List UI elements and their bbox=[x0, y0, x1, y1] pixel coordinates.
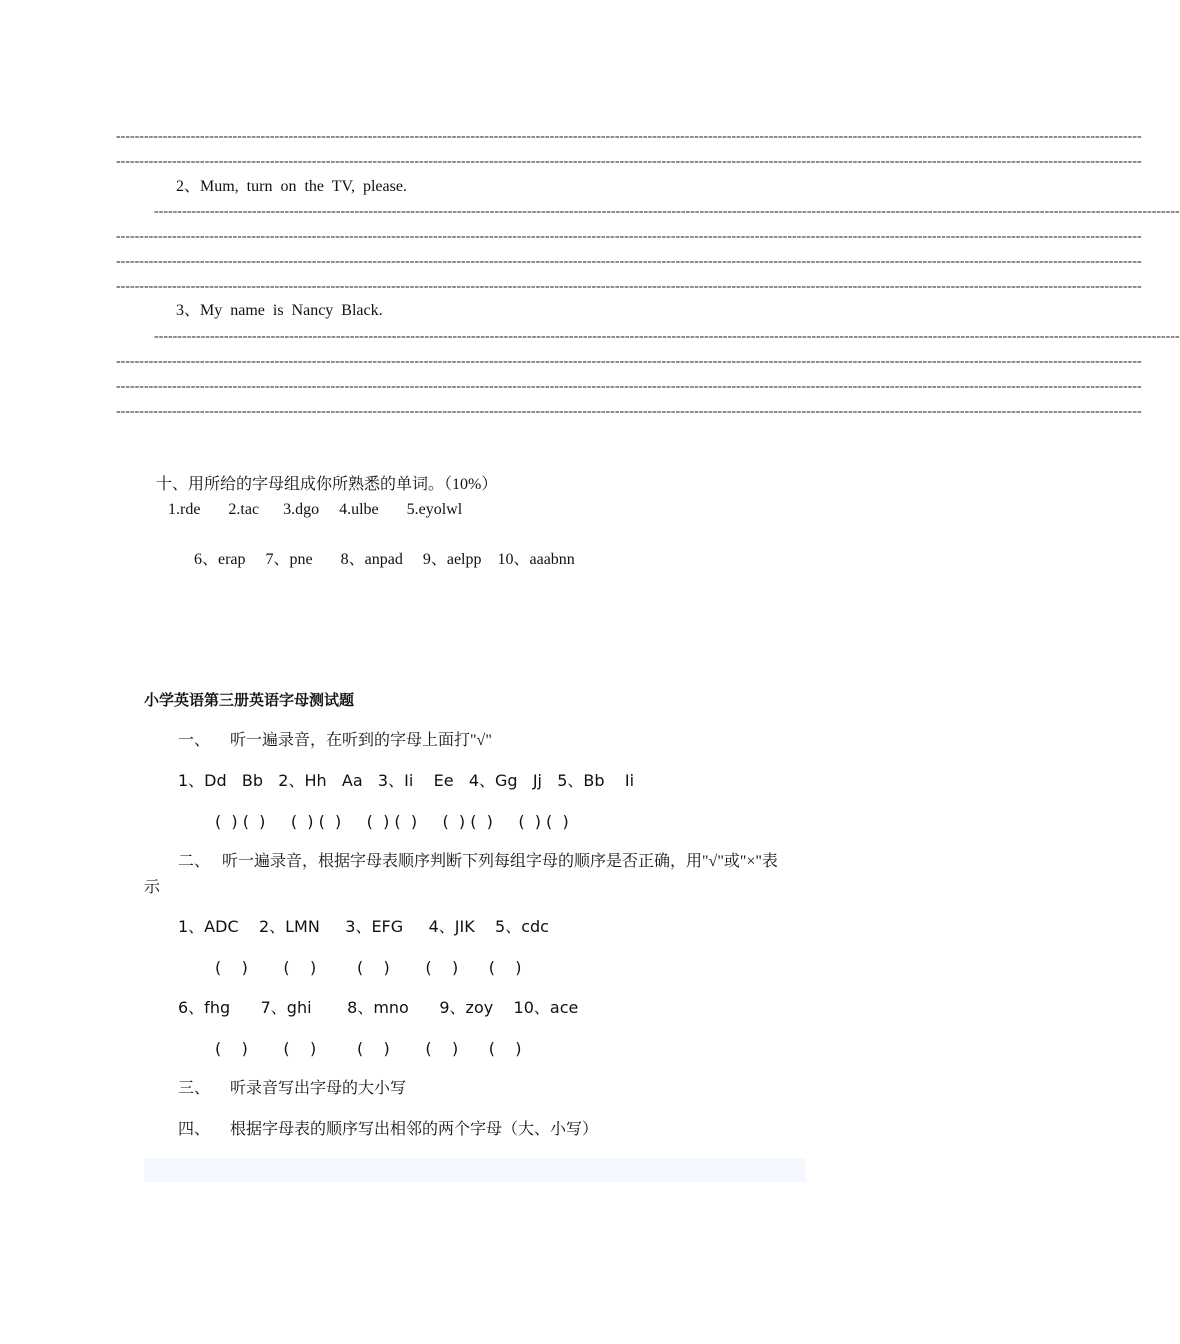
word-puzzle-row-2: 6、erap 7、pne 8、anpad 9、aelpp 10、aaabnn bbox=[194, 551, 575, 568]
answer-line: ---------------------------------------------------------------------------------------------------------------------------------------------------------------------------------------------------------------------------- bbox=[116, 229, 1142, 244]
sentence-item-3: 3、My name is Nancy Black. bbox=[176, 302, 383, 319]
answer-line: ---------------------------------------------------------------------------------------------------------------------------------------------------------------------------------------------------------------------------- bbox=[116, 404, 1142, 419]
question-2-label: 二、 听一遍录音，根据字母表顺序判断下列每组字母的顺序是否正确，用"√"或"×"表 bbox=[178, 853, 778, 870]
question-2-label-cont: 示 bbox=[144, 879, 161, 896]
answer-line: ---------------------------------------------------------------------------------------------------------------------------------------------------------------------------------------------------------------------------- bbox=[116, 379, 1142, 394]
answer-line: ---------------------------------------------------------------------------------------------------------------------------------------------------------------------------------------------------------------------------- bbox=[116, 154, 1142, 169]
question-3-label: 三、 听录音写出字母的大小写 bbox=[178, 1080, 407, 1097]
question-2-row-2: 6、fhg 7、ghi 8、mno 9、zoy 10、ace bbox=[178, 998, 579, 1017]
question-2-brackets-2: ( ) ( ) ( ) ( ) ( ) bbox=[215, 1039, 522, 1058]
section-10-heading: 十、用所给的字母组成你所熟悉的单词。（10%） bbox=[156, 476, 498, 493]
question-1-letters: 1、Dd Bb 2、Hh Aa 3、Ii Ee 4、Gg Jj 5、Bb Ii bbox=[178, 771, 635, 790]
test-title: 小学英语第三册英语字母测试题 bbox=[144, 691, 355, 709]
answer-line: ---------------------------------------------------------------------------------------------------------------------------------------------------------------------------------------------------------------------------- bbox=[154, 329, 1180, 344]
answer-line: ---------------------------------------------------------------------------------------------------------------------------------------------------------------------------------------------------------------------------- bbox=[154, 204, 1180, 219]
answer-line: ---------------------------------------------------------------------------------------------------------------------------------------------------------------------------------------------------------------------------- bbox=[116, 254, 1142, 269]
question-2-row-1: 1、ADC 2、LMN 3、EFG 4、JIK 5、cdc bbox=[178, 917, 549, 936]
answer-line: ---------------------------------------------------------------------------------------------------------------------------------------------------------------------------------------------------------------------------- bbox=[116, 279, 1142, 294]
answer-line: ---------------------------------------------------------------------------------------------------------------------------------------------------------------------------------------------------------------------------- bbox=[116, 354, 1142, 369]
question-2-brackets-1: ( ) ( ) ( ) ( ) ( ) bbox=[215, 958, 522, 977]
word-puzzle-row-1: 1.rde 2.tac 3.dgo 4.ulbe 5.eyolwl bbox=[168, 501, 463, 518]
question-1-label: 一、 听一遍录音，在听到的字母上面打"√" bbox=[178, 732, 492, 749]
answer-line: ---------------------------------------------------------------------------------------------------------------------------------------------------------------------------------------------------------------------------- bbox=[116, 129, 1142, 144]
question-1-brackets: ( ) ( ) ( ) ( ) ( ) ( ) ( ) ( ) ( ) ( ) bbox=[215, 812, 569, 831]
question-4-label: 四、 根据字母表的顺序写出相邻的两个字母（大、小写） bbox=[178, 1121, 599, 1138]
sentence-item-2: 2、Mum, turn on the TV, please. bbox=[176, 178, 407, 195]
shaded-answer-area bbox=[144, 1158, 806, 1182]
